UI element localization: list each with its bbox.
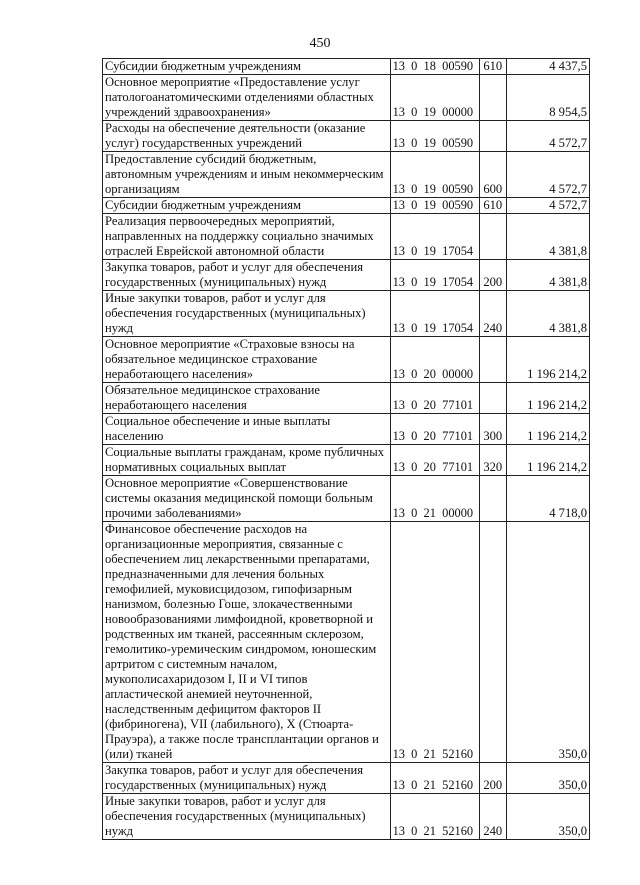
expense-name-line: организационные мероприятия, связанные с (105, 537, 343, 551)
expense-name-cell (103, 794, 391, 840)
expense-name-line: неработающего населения» (105, 367, 254, 381)
amount-cell: 350,0 (506, 763, 589, 794)
expense-type-code-cell: 320 (479, 445, 506, 476)
expense-name-line: автономным учреждениям и иным некоммерческим (105, 167, 384, 181)
expense-name-line: прочими заболеваниями» (105, 506, 242, 520)
table-row (103, 414, 590, 445)
expense-name-line: организациям (105, 182, 180, 196)
amount-cell: 4 381,8 (506, 260, 589, 291)
expense-name-line: системы оказания медицинской помощи больным (105, 491, 373, 505)
expense-name-cell (103, 59, 391, 75)
target-article-code-cell: 13 0 18 00590 (390, 59, 479, 75)
expense-name-cell (103, 476, 391, 522)
target-article-code-cell: 13 0 20 77101 (390, 445, 479, 476)
target-article-code-cell: 13 0 19 00590 (390, 152, 479, 198)
expense-name-line: Социальное обеспечение и иные выплаты (105, 414, 331, 428)
expense-name-cell (103, 445, 391, 476)
expense-name-line: обеспечения государственных (муниципальных) (105, 306, 366, 320)
expense-name-cell (103, 522, 391, 763)
expense-name-line: Субсидии бюджетным учреждениям (105, 198, 301, 212)
expense-name-line: Реализация первоочередных мероприятий, (105, 214, 335, 228)
table-row (103, 214, 590, 260)
amount-cell: 4 572,7 (506, 198, 589, 214)
expense-type-code-cell (479, 75, 506, 121)
amount-cell: 1 196 214,2 (506, 337, 589, 383)
expense-name-line: патологоанатомическими отделениями областных (105, 90, 374, 104)
expense-name-line: Основное мероприятие «Страховые взносы на (105, 337, 355, 351)
table-row (103, 763, 590, 794)
expense-name-line: (фибриногена), VII (лабильного), X (Стюарта- (105, 717, 354, 731)
expense-name-cell (103, 260, 391, 291)
target-article-code-cell: 13 0 19 17054 (390, 260, 479, 291)
expense-name-line: нанизмом, болезнью Гоше, злокачественными (105, 597, 353, 611)
expense-type-code-cell: 240 (479, 291, 506, 337)
expense-type-code-cell: 200 (479, 260, 506, 291)
table-row (103, 75, 590, 121)
expense-name-line: апластической анемией неуточненной, (105, 687, 313, 701)
target-article-code-cell: 13 0 20 00000 (390, 337, 479, 383)
expense-name-line: обязательное медицинское страхование (105, 352, 318, 366)
expense-type-code-cell (479, 214, 506, 260)
amount-cell: 4 572,7 (506, 121, 589, 152)
amount-cell: 8 954,5 (506, 75, 589, 121)
table-row (103, 794, 590, 840)
table-row (103, 337, 590, 383)
expense-name-line: Закупка товаров, работ и услуг для обеспечения (105, 260, 364, 274)
table-row (103, 383, 590, 414)
expense-name-cell (103, 763, 391, 794)
expense-name-line: новообразованиями лимфоидной, кроветворной и (105, 612, 373, 626)
expense-type-code-cell: 610 (479, 198, 506, 214)
expense-name-line: Финансовое обеспечение расходов на (105, 522, 308, 536)
expense-name-line: гемофилией, муковисцидозом, гипофизарным (105, 582, 353, 596)
expense-name-line: нужд (105, 824, 133, 838)
expense-type-code-cell: 240 (479, 794, 506, 840)
amount-cell: 1 196 214,2 (506, 383, 589, 414)
expense-name-line: нужд (105, 321, 133, 335)
expense-name-line: Прауэра), а также после трансплантации органов и (105, 732, 379, 746)
expense-name-line: Иные закупки товаров, работ и услуг для (105, 794, 326, 808)
amount-cell: 1 196 214,2 (506, 445, 589, 476)
amount-cell: 350,0 (506, 794, 589, 840)
expense-name-line: предназначенными для лечения больных (105, 567, 325, 581)
expense-name-cell (103, 214, 391, 260)
expense-name-line: неработающего населения (105, 398, 247, 412)
table-row (103, 291, 590, 337)
expense-name-line: артритом с системным началом, (105, 657, 278, 671)
expense-name-line: родственных им тканей, рассеянным склерозом, (105, 627, 364, 641)
target-article-code-cell: 13 0 19 00000 (390, 75, 479, 121)
table-row (103, 522, 590, 763)
table-row (103, 476, 590, 522)
expense-name-line: Закупка товаров, работ и услуг для обеспечения (105, 763, 364, 777)
expense-name-line: государственных (муниципальных) нужд (105, 778, 327, 792)
target-article-code-cell: 13 0 20 77101 (390, 414, 479, 445)
expense-name-line: гемолитико-уремическим синдромом, юношеским (105, 642, 377, 656)
amount-cell: 350,0 (506, 522, 589, 763)
amount-cell: 4 572,7 (506, 152, 589, 198)
expense-name-line: обеспечения государственных (муниципальных) (105, 809, 366, 823)
expense-name-line: нормативных социальных выплат (105, 460, 287, 474)
expense-name-line: Социальные выплаты гражданам, кроме публичных (105, 445, 384, 459)
target-article-code-cell: 13 0 20 77101 (390, 383, 479, 414)
expense-type-code-cell: 300 (479, 414, 506, 445)
target-article-code-cell: 13 0 19 00590 (390, 121, 479, 152)
target-article-code-cell: 13 0 21 00000 (390, 476, 479, 522)
expense-type-code-cell (479, 383, 506, 414)
expense-type-code-cell (479, 476, 506, 522)
expense-type-code-cell (479, 121, 506, 152)
expense-name-line: (или) тканей (105, 747, 173, 761)
expense-name-line: Обязательное медицинское страхование (105, 383, 320, 397)
target-article-code-cell: 13 0 21 52160 (390, 794, 479, 840)
target-article-code-cell: 13 0 21 52160 (390, 522, 479, 763)
table-row (103, 121, 590, 152)
page-number: 450 (309, 36, 331, 51)
expense-type-code-cell: 610 (479, 59, 506, 75)
expense-name-cell (103, 198, 391, 214)
expense-name-line: населению (105, 429, 164, 443)
expense-name-line: государственных (муниципальных) нужд (105, 275, 327, 289)
expense-name-line: Предоставление субсидий бюджетным, (105, 152, 317, 166)
expense-name-line: Расходы на обеспечение деятельности (оказание (105, 121, 366, 135)
expense-name-line: Основное мероприятие «Совершенствование (105, 476, 348, 490)
expense-name-line: услуг) государственных учреждений (105, 136, 303, 150)
expense-name-line: Основное мероприятие «Предоставление услуг (105, 75, 360, 89)
table-row (103, 152, 590, 198)
expense-name-line: Иные закупки товаров, работ и услуг для (105, 291, 326, 305)
amount-cell: 4 381,8 (506, 214, 589, 260)
table-row (103, 260, 590, 291)
table-row (103, 59, 590, 75)
expense-type-code-cell (479, 337, 506, 383)
expense-type-code-cell (479, 522, 506, 763)
target-article-code-cell: 13 0 19 17054 (390, 214, 479, 260)
table-row (103, 445, 590, 476)
expense-name-line: направленных на поддержку социально значимых (105, 229, 374, 243)
expense-name-line: наследственным дефицитом факторов II (105, 702, 322, 716)
amount-cell: 4 381,8 (506, 291, 589, 337)
expense-type-code-cell: 200 (479, 763, 506, 794)
expense-name-line: обеспечением лиц лекарственными препаратами, (105, 552, 370, 566)
budget-table (102, 58, 590, 840)
expense-name-line: Субсидии бюджетным учреждениям (105, 59, 301, 73)
expense-name-cell (103, 337, 391, 383)
target-article-code-cell: 13 0 19 00590 (390, 198, 479, 214)
expense-name-line: мукополисахаридозом I, II и VI типов (105, 672, 308, 686)
target-article-code-cell: 13 0 21 52160 (390, 763, 479, 794)
expense-name-cell (103, 152, 391, 198)
expense-name-cell (103, 75, 391, 121)
expense-name-cell (103, 414, 391, 445)
expense-name-line: отраслей Еврейской автономной области (105, 244, 325, 258)
expense-name-line: учреждений здравоохранения» (105, 105, 271, 119)
target-article-code-cell: 13 0 19 17054 (390, 291, 479, 337)
amount-cell: 1 196 214,2 (506, 414, 589, 445)
expense-type-code-cell: 600 (479, 152, 506, 198)
expense-name-cell (103, 121, 391, 152)
expense-name-cell (103, 291, 391, 337)
table-row (103, 198, 590, 214)
amount-cell: 4 718,0 (506, 476, 589, 522)
budget-table-body (103, 59, 590, 840)
amount-cell: 4 437,5 (506, 59, 589, 75)
expense-name-cell (103, 383, 391, 414)
